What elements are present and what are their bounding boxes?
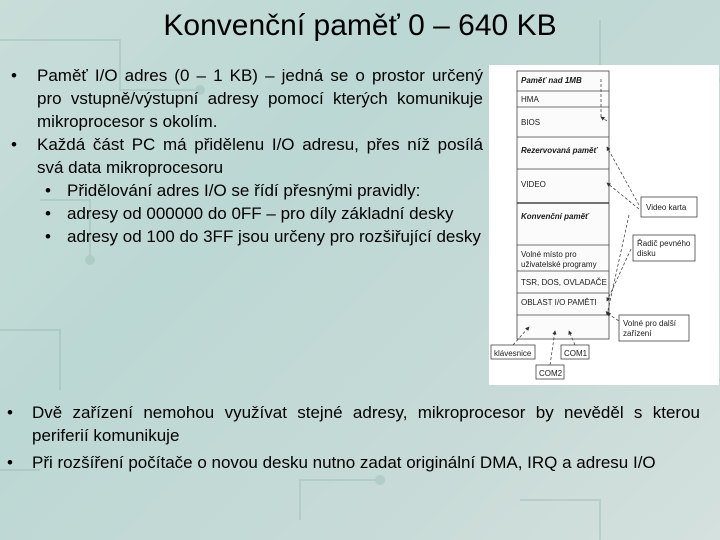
memory-block-label: HMA bbox=[521, 95, 539, 104]
memory-block-label: OBLAST I/O PAMĚTI bbox=[521, 298, 597, 307]
bullet-text: adresy od 100 do 3FF jsou určeny pro rozšiřující desky bbox=[67, 227, 481, 246]
bullet-item bbox=[7, 451, 700, 474]
bullet-symbol: • bbox=[11, 66, 17, 85]
memory-map-diagram bbox=[489, 65, 719, 385]
memory-map-figure bbox=[489, 65, 719, 385]
sub-bullet-item bbox=[45, 225, 483, 248]
memory-block-label: TSR, DOS, OVLADAČE bbox=[521, 278, 607, 287]
slide-title: Konvenční paměť 0 – 640 KB bbox=[163, 9, 557, 42]
device-label: COM2 bbox=[539, 369, 563, 378]
device-label: COM1 bbox=[564, 349, 588, 358]
bullet-text: Při rozšíření počítače o novou desku nutno zadat originální DMA, IRQ a adresu I/O bbox=[32, 453, 656, 472]
bullet-symbol: • bbox=[11, 135, 17, 154]
bullet-item bbox=[11, 64, 483, 133]
bullet-text: adresy od 000000 do 0FF – pro díly základní desky bbox=[67, 204, 454, 223]
bullet-symbol: • bbox=[45, 204, 51, 223]
sub-bullet-item bbox=[45, 179, 483, 202]
bottom-bullet-list bbox=[7, 401, 700, 478]
top-bullet-list bbox=[11, 64, 483, 248]
annotation-free-slot: Volné pro další bbox=[623, 319, 676, 328]
bullet-symbol: • bbox=[7, 403, 13, 422]
annotation-hdd-controller: disku bbox=[637, 249, 656, 258]
bullet-symbol: • bbox=[45, 181, 51, 200]
bullet-item bbox=[11, 133, 483, 179]
arrow bbox=[607, 249, 631, 301]
memory-block-label: VIDEO bbox=[521, 180, 546, 189]
memory-block-label: uživatelské programy bbox=[521, 260, 597, 269]
memory-block-label: Konvenční paměť bbox=[521, 212, 589, 221]
bullet-text: Přidělování adres I/O se řídí přesnými pravidly: bbox=[67, 181, 421, 200]
memory-block-label: Rezervovaná paměť bbox=[521, 146, 598, 155]
annotation-video-card: Video karta bbox=[646, 203, 687, 212]
memory-block-label: Volné místo pro bbox=[521, 250, 577, 259]
memory-block-label: Paměť nad 1MB bbox=[521, 76, 582, 85]
memory-block-label: BIOS bbox=[521, 118, 541, 127]
sub-bullet-item bbox=[45, 202, 483, 225]
bullet-item bbox=[7, 401, 700, 447]
bullet-text: Dvě zařízení nemohou využívat stejné adresy, mikroprocesor by nevěděl s kterou periferií komunikuje bbox=[32, 403, 700, 445]
device-label: klávesnice bbox=[494, 349, 532, 358]
arrow bbox=[607, 215, 629, 315]
bullet-text: Paměť I/O adres (0 – 1 KB) – jedná se o prostor určený pro vstupně/výstupní adresy pomocí kterých komunikuje mikroprocesor s okolím. bbox=[37, 66, 483, 131]
bullet-symbol: • bbox=[45, 227, 51, 246]
bullet-text: Každá část PC má přidělenu I/O adresu, přes níž posílá svá data mikroprocesoru bbox=[37, 135, 483, 177]
bullet-symbol: • bbox=[7, 453, 13, 472]
annotation-free-slot: zařízení bbox=[623, 329, 652, 338]
annotation-hdd-controller: Řadič pevného bbox=[637, 239, 691, 248]
